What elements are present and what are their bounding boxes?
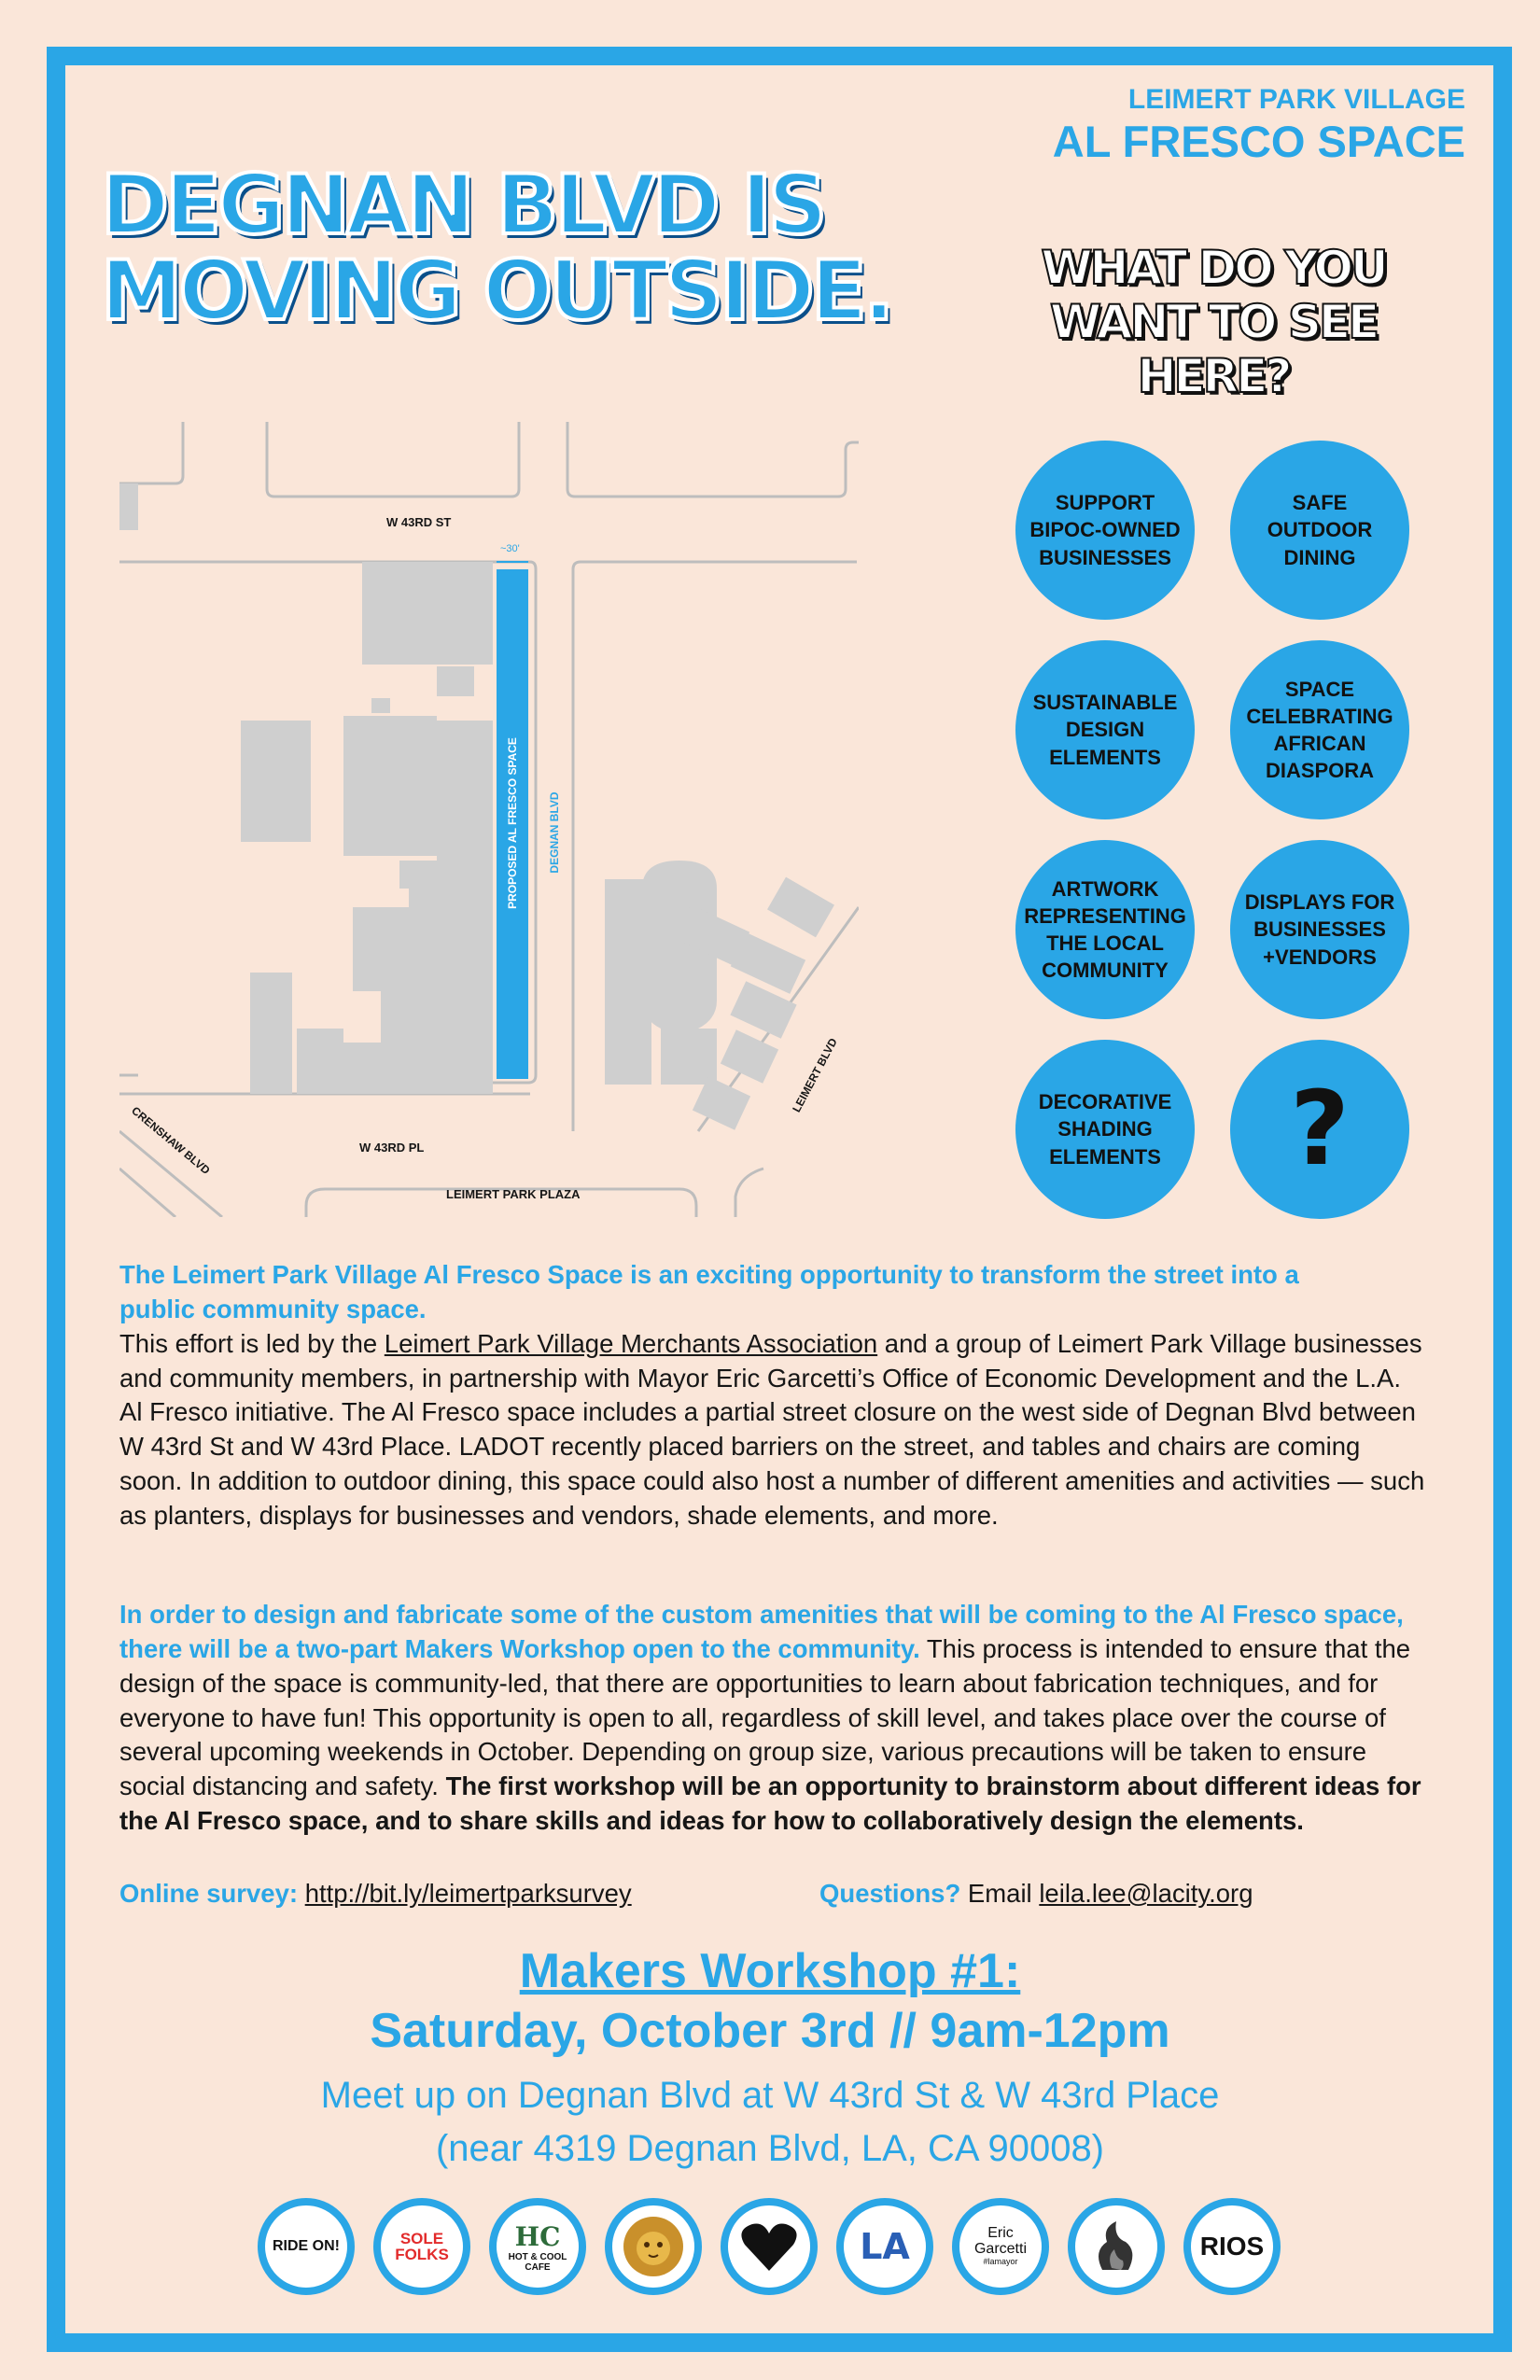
event-location: Meet up on Degnan Blvd at W 43rd St & W 43rd Place xyxy=(320,2075,1220,2116)
eric-garcetti-logo-sub: #lamayor xyxy=(983,2257,1018,2267)
map-width-note: ~30' xyxy=(500,543,520,554)
questions-label: Questions? xyxy=(819,1879,961,1908)
intro-paragraph xyxy=(119,1258,1426,1533)
survey-line xyxy=(119,1879,632,1909)
workshop-paragraph xyxy=(119,1598,1426,1839)
site-map xyxy=(119,422,859,1217)
sole-folks-logo xyxy=(373,2198,470,2295)
merchants-association-link[interactable]: Leimert Park Village Merchants Association xyxy=(384,1328,878,1358)
map-label-plaza: LEIMERT PARK PLAZA xyxy=(446,1187,581,1201)
survey-label: Online survey: xyxy=(119,1879,299,1908)
survey-link[interactable]: http://bit.ly/leimertparksurvey xyxy=(304,1879,632,1908)
event-date: Saturday, October 3rd // 9am-12pm xyxy=(370,2004,1170,2058)
heart-logo xyxy=(721,2198,818,2295)
map-label-w43rd-st: W 43RD ST xyxy=(386,515,452,529)
la-al-fresco-logo xyxy=(836,2198,933,2295)
sole-folks-logo-text: SOLE FOLKS xyxy=(395,2230,449,2263)
map-label-leimert-blvd: LEIMERT BLVD xyxy=(790,1035,840,1115)
map-label-degnan: DEGNAN BLVD xyxy=(548,791,561,874)
workshop-bold: The first workshop will be an opportunity to brainstorm about different ideas for the Al Fresco space, and to share skills and ideas for how to collaboratively design the elements. xyxy=(119,1771,1421,1836)
eric-garcetti-logo xyxy=(952,2198,1049,2295)
event-title: Makers Workshop #1: xyxy=(519,1944,1021,1998)
circle-sustainable-design: SUSTAINABLE DESIGN ELEMENTS xyxy=(1015,640,1195,819)
hot-cool-monogram-icon: HC xyxy=(514,2220,561,2252)
question-line-3: HERE? xyxy=(1137,349,1290,403)
email-link[interactable]: leila.lee@lacity.org xyxy=(1039,1879,1253,1908)
circle-artwork: ARTWORK REPRESENTING THE LOCAL COMMUNITY xyxy=(1015,840,1195,1019)
circle-support-bipoc: SUPPORT BIPOC-OWNED BUSINESSES xyxy=(1015,441,1195,620)
questions-line xyxy=(819,1879,1253,1909)
question-line-1: WHAT DO YOU xyxy=(1041,241,1386,295)
circle-safe-dining: SAFE OUTDOOR DINING xyxy=(1230,441,1409,620)
circle-question-mark: ? xyxy=(1230,1040,1409,1219)
intro-highlight: The Leimert Park Village Al Fresco Space is an exciting opportunity to transform the street into a public community space. xyxy=(119,1260,1299,1323)
workshop-body: This process is intended to ensure that the design of the space is community-led, that there are opportunities to learn about fabrication techniques, and for everyone to have fun! This opportunity is open to all, regardless of skill level, and takes place over the course of several upcoming weekends in October. Depending on group size, various precautions will be taken to ensure social distancing and safety. xyxy=(119,1633,1411,1801)
smoke-icon xyxy=(1084,2214,1149,2279)
ride-on-logo xyxy=(258,2198,355,2295)
rios-logo xyxy=(1183,2198,1281,2295)
hot-cool-cafe-logo xyxy=(489,2198,586,2295)
circle-african-diaspora: SPACE CELEBRATING AFRICAN DIASPORA xyxy=(1230,640,1409,819)
eric-garcetti-logo-text: Eric Garcetti xyxy=(973,2225,1027,2258)
headline-line-2: MOVING OUTSIDE. xyxy=(101,243,891,339)
rios-logo-text: RIOS xyxy=(1199,2232,1265,2261)
lion-logo xyxy=(605,2198,702,2295)
intro-before-link: This effort is led by the xyxy=(119,1328,385,1358)
header-title: AL FRESCO SPACE xyxy=(1052,117,1465,166)
email-prefix: Email xyxy=(967,1879,1032,1908)
circle-displays: DISPLAYS FOR BUSINESSES +VENDORS xyxy=(1230,840,1409,1019)
map-label-w43rd-pl: W 43RD PL xyxy=(359,1141,425,1155)
lion-icon xyxy=(621,2214,686,2279)
workshop-highlight: In order to design and fabricate some of the custom amenities that will be coming to the Al Fresco space, there will be a two-part Makers Workshop open to the community. xyxy=(119,1600,1404,1663)
smoke-logo xyxy=(1068,2198,1165,2295)
headline-line-1: DEGNAN BLVD IS xyxy=(101,157,824,253)
intro-after-link: and a group of Leimert Park Village businesses and community members, in partnership with Mayor Eric Garcetti’s Office of Economic Development and the L.A. Al Fresco initiative. The Al Fresco space includes a partial street closure on the west side of Degnan Blvd between W 43rd St and W 43rd Place. LADOT recently placed barriers on the street, and tables and chairs are coming soon. In addition to outdoor dining, this space could also host a number of different amenities and activities — such as planters, displays for businesses and vendors, shade elements, and more. xyxy=(119,1328,1425,1530)
circle-shading: DECORATIVE SHADING ELEMENTS xyxy=(1015,1040,1195,1219)
map-label-crenshaw: CRENSHAW BLVD xyxy=(129,1103,213,1178)
ride-on-logo-text: RIDE ON! xyxy=(273,2238,340,2254)
la-al-fresco-logo-text: LA xyxy=(860,2226,910,2267)
event-address: (near 4319 Degnan Blvd, LA, CA 90008) xyxy=(435,2128,1105,2169)
heart-icon xyxy=(739,2219,799,2275)
map-label-proposed: PROPOSED AL FRESCO SPACE xyxy=(506,737,519,909)
question-line-2: WANT TO SEE xyxy=(1049,295,1378,349)
hot-cool-cafe-logo-text: HOT & COOL CAFE xyxy=(508,2251,567,2273)
header-subtitle: LEIMERT PARK VILLAGE xyxy=(1127,84,1465,115)
